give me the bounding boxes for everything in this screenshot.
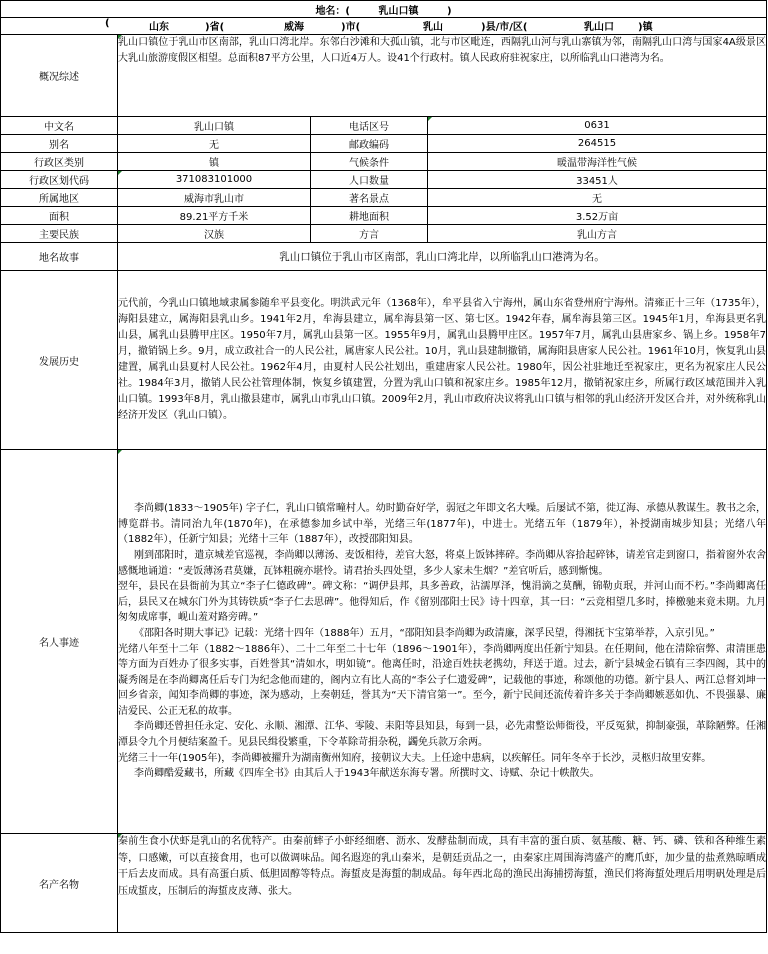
people-paragraph: 李尚卿(1833～1905年) 字子仁，乳山口镇常疃村人。幼时勤奋好学，弱冠之年即文名大噪。后屡试不第，徙辽海、承德从教谋生。教书之余，博览群书。清同治九年(1870年)，在承德参加乡试中举，光绪三年(1877年)，中进士。光绪五年（1879年），补授湖南城步知县；光绪八年（1882年），任新宁知县；光绪十三年（1887年），改授邵阳知县。 <box>118 503 766 546</box>
town-value: 乳山口 <box>584 22 614 33</box>
province-value: 山东 <box>149 22 169 33</box>
open-paren: ( <box>105 18 110 29</box>
overview-label: 概况综述 <box>1 35 118 117</box>
fact-value-2[interactable]: 暖温带海洋性气候 <box>428 153 767 171</box>
fact-key-1: 主要民族 <box>1 225 118 243</box>
fact-key-2: 人口数量 <box>311 171 428 189</box>
fact-row <box>1 225 767 243</box>
history-label: 发展历史 <box>1 271 118 450</box>
fact-row <box>1 117 767 135</box>
fact-row <box>1 189 767 207</box>
people-paragraph: 光绪八年至十二年（1882～1886年）、二十二年至二十七年（1896～1901年），李尚卿两度出任新宁知县。在任期间，他在清除宿弊、肃清匪患等方面为百姓办了很多实事，百姓誉其“清如水，明如镜”。他离任时，沿途百姓扶老携幼，拜送于道。过去，新宁县城金石镇有三李四阁，其中的凝秀阁是在李尚卿离任后专门为纪念他而建的，阁内立有比人高的“李公子仁遗爱碑”，记载他的事迹，称颂他的功德。新宁县人、两江总督刘坤一回乡省亲，闻知李尚卿的事迹，深为感动，上奏朝廷，誉其为“天下清官第一”。至今，新宁民间还流传着许多关于李尚卿嫉恶如仇、不畏强暴、廉洁爱民、公正无私的故事。 <box>118 643 766 717</box>
people-paragraph: 翌年，县民在县衙前为其立“李子仁德政碑”。碑文称：“调伊县邦，具多善政，沾濡厚泽，愧涓滴之莫酬，锦勒贞珉，并河山而不朽。”李尚卿离任后，县民又在城东门外为其铸铁质“李子仁去思碑”。他得知后，作《留别邵阳士民》诗十四章，其一曰：“云竞相望几多时，捧檄驰来竟未期。九月匆匆成席事，岘山羞对路旁碑。” <box>118 581 766 624</box>
fact-key-1: 中文名 <box>1 117 118 135</box>
fact-row <box>1 135 767 153</box>
county-suffix: )县/市/区( <box>481 22 528 33</box>
people-row <box>1 450 767 834</box>
story-text[interactable]: 乳山口镇位于乳山市区南部，乳山口湾北岸，以所临乳山口港湾为名。 <box>118 243 767 271</box>
history-row <box>1 271 767 450</box>
story-row <box>1 243 767 271</box>
fact-value-1[interactable]: 威海市乳山市 <box>118 189 311 207</box>
city-value: 威海 <box>284 22 304 33</box>
city-suffix: )市( <box>341 22 361 33</box>
fact-value-1[interactable]: 镇 <box>118 153 311 171</box>
overview-row <box>1 35 767 117</box>
fact-key-2: 气候条件 <box>311 153 428 171</box>
fact-value-2[interactable]: 264515 <box>428 135 767 153</box>
fact-value-1[interactable]: 89.21平方千米 <box>118 207 311 225</box>
story-label: 地名故事 <box>1 243 118 271</box>
fact-value-2[interactable]: 33451人 <box>428 171 767 189</box>
fact-value-1[interactable]: 无 <box>118 135 311 153</box>
place-name-value: 乳山口镇 <box>378 5 419 17</box>
products-label: 名产名物 <box>1 834 118 933</box>
county-value: 乳山 <box>423 22 443 33</box>
fact-value-2[interactable]: 乳山方言 <box>428 225 767 243</box>
header-admin-row <box>1 18 767 35</box>
people-paragraph: 《邵阳各时期大事记》记载：光绪十四年（1888年）五月，“邵阳知县李尚卿为政清廉，深孚民望，得湘抚卞宝第举荐，入京引见。” <box>134 627 715 639</box>
fact-row <box>1 207 767 225</box>
products-row <box>1 834 767 933</box>
name-label: 地名：( <box>315 5 351 17</box>
fact-value-1[interactable]: 371083101000 <box>118 171 311 189</box>
header-name-row <box>1 1 767 18</box>
fact-value-2[interactable]: 3.52万亩 <box>428 207 767 225</box>
people-paragraph: 光绪三十一年(1905年)，李尚卿被擢升为湖南衡州知府，接朝议大夫。上任途中患病，以疾解任。同年冬卒于长沙，灵柩归故里安葬。 <box>118 752 712 764</box>
fact-value-1[interactable]: 汉族 <box>118 225 311 243</box>
people-label: 名人事迹 <box>1 450 118 834</box>
people-paragraph: 李尚卿酷爱藏书，所藏《四库全书》由其后人于1943年献送东海专署。所撰时文、诗赋、杂记十帙散失。 <box>134 768 600 780</box>
place-name-cell[interactable] <box>1 1 767 18</box>
fact-value-2[interactable]: 无 <box>428 189 767 207</box>
fact-key-2: 电话区号 <box>311 117 428 135</box>
province-suffix: )省( <box>205 22 225 33</box>
products-text[interactable]: 秦前生食小伏虾是乳山的名优特产。由秦前蟀子小虾经细磨、沥水、发酵盐制而成，具有丰富的蛋白质、氨基酸、糖、钙、磷、铁和各种维生素等，口感嫩，可以直接食用，也可以做调味品。闻名遐迩的乳山秦米，是朝廷贡品之一，由秦家庄周围海湾盛产的鹰爪虾，加少量的盐煮熟晾晒成干后去皮而成。具有高蛋白质、低胆固醇等特点。海蜇皮是海蜇的制成品。每年西北岛的渔民出海捕捞海蜇，渔民们将海蜇处理后用明矾处理是后压成蜇皮，压制后的海蜇皮皮薄、张大。 <box>118 834 767 933</box>
name-close: ) <box>446 5 452 17</box>
fact-key-1: 面积 <box>1 207 118 225</box>
town-suffix: )镇 <box>638 22 653 33</box>
fact-key-1: 所属地区 <box>1 189 118 207</box>
fact-key-2: 方言 <box>311 225 428 243</box>
fact-key-1: 行政区类别 <box>1 153 118 171</box>
fact-row <box>1 171 767 189</box>
people-paragraph: 刚到邵阳时，遣京城差官巡视，李尚卿以薄汤、麦饭相待，差官大怒，将桌上饭钵摔碎。李尚卿从容拾起碎钵，请差官走到窗口，指着窗外农舍感慨地诵道：“麦饭薄汤君莫嫌，瓦钵粗碗亦堪怜。请君抬头四处望，多少人家未生烟？”差官听后，感到惭愧。 <box>118 549 766 577</box>
fact-value-1[interactable]: 乳山口镇 <box>118 117 311 135</box>
fact-key-2: 著名景点 <box>311 189 428 207</box>
fact-key-2: 耕地面积 <box>311 207 428 225</box>
fact-key-1: 别名 <box>1 135 118 153</box>
admin-division-cell[interactable] <box>1 18 767 35</box>
fact-row <box>1 153 767 171</box>
fact-key-2: 邮政编码 <box>311 135 428 153</box>
fact-value-2[interactable]: 0631 <box>428 117 767 135</box>
fact-key-1: 行政区划代码 <box>1 171 118 189</box>
people-text[interactable] <box>118 450 767 834</box>
overview-text[interactable]: 乳山口镇位于乳山市区南部，乳山口湾北岸。东邻白沙滩和大孤山镇，北与市区毗连，西隔乳山河与乳山寨镇为邻，南隔乳山口湾与国家4A级景区大乳山旅游度假区相望。总面积87平方公里，人口近4万人。设41个行政村。镇人民政府驻祝家庄，以所临乳山口港湾为名。 <box>118 35 767 117</box>
history-text[interactable]: 元代前，今乳山口镇地域隶属参随牟平县变化。明洪武元年（1368年），牟平县省入宁海州，属山东省登州府宁海州。清雍正十三年（1735年），海阳县建立，属海阳县乳山乡。1941年2月，牟海县建立，属牟海县第一区、第七区。1942年春，属牟海县第三区。1945年1月，牟海县更名乳山县，属乳山县腾甲庄区。1950年7月，属乳山县第一区。1955年9月，属乳山县腾甲庄区。1957年7月，属乳山县唐家乡、锅上乡。1958年7月，撤销锅上乡。9月，成立政社合一的人民公社，属唐家人民公社。10月，乳山县建制撤销，属海阳县唐家人民公社。1961年10月，恢复乳山县建置，属乳山县夏村人民公社。1962年4月，由夏村人民公社划出，重建唐家人民公社。1980年，因公社驻地迁至祝家庄，更名为祝家庄人民公社。1984年3月，撤销人民公社管理体制，恢复乡镇建置，分置为乳山口镇和祝家庄乡。1985年12月，撤销祝家庄乡，所属行政区域范围并入乳山口镇。1993年8月，乳山撤县建市，属乳山市乳山口镇。2009年2月，乳山市政府决议将乳山口镇与相邻的乳山经济开发区合并，对外统称乳山经济开发区（乳山口镇）。 <box>118 271 767 450</box>
people-paragraph: 李尚卿还曾担任永定、安化、永顺、湘潭、江华、零陵、耒阳等县知县，每到一县，必先肃整讼师衙役，平反冤狱，抑制豪强，革除陋弊。任湘潭县令九个月便结案盈千。见县民缉役繁重，下令革除苛捐杂税，蠲免兵款万余两。 <box>118 721 766 749</box>
